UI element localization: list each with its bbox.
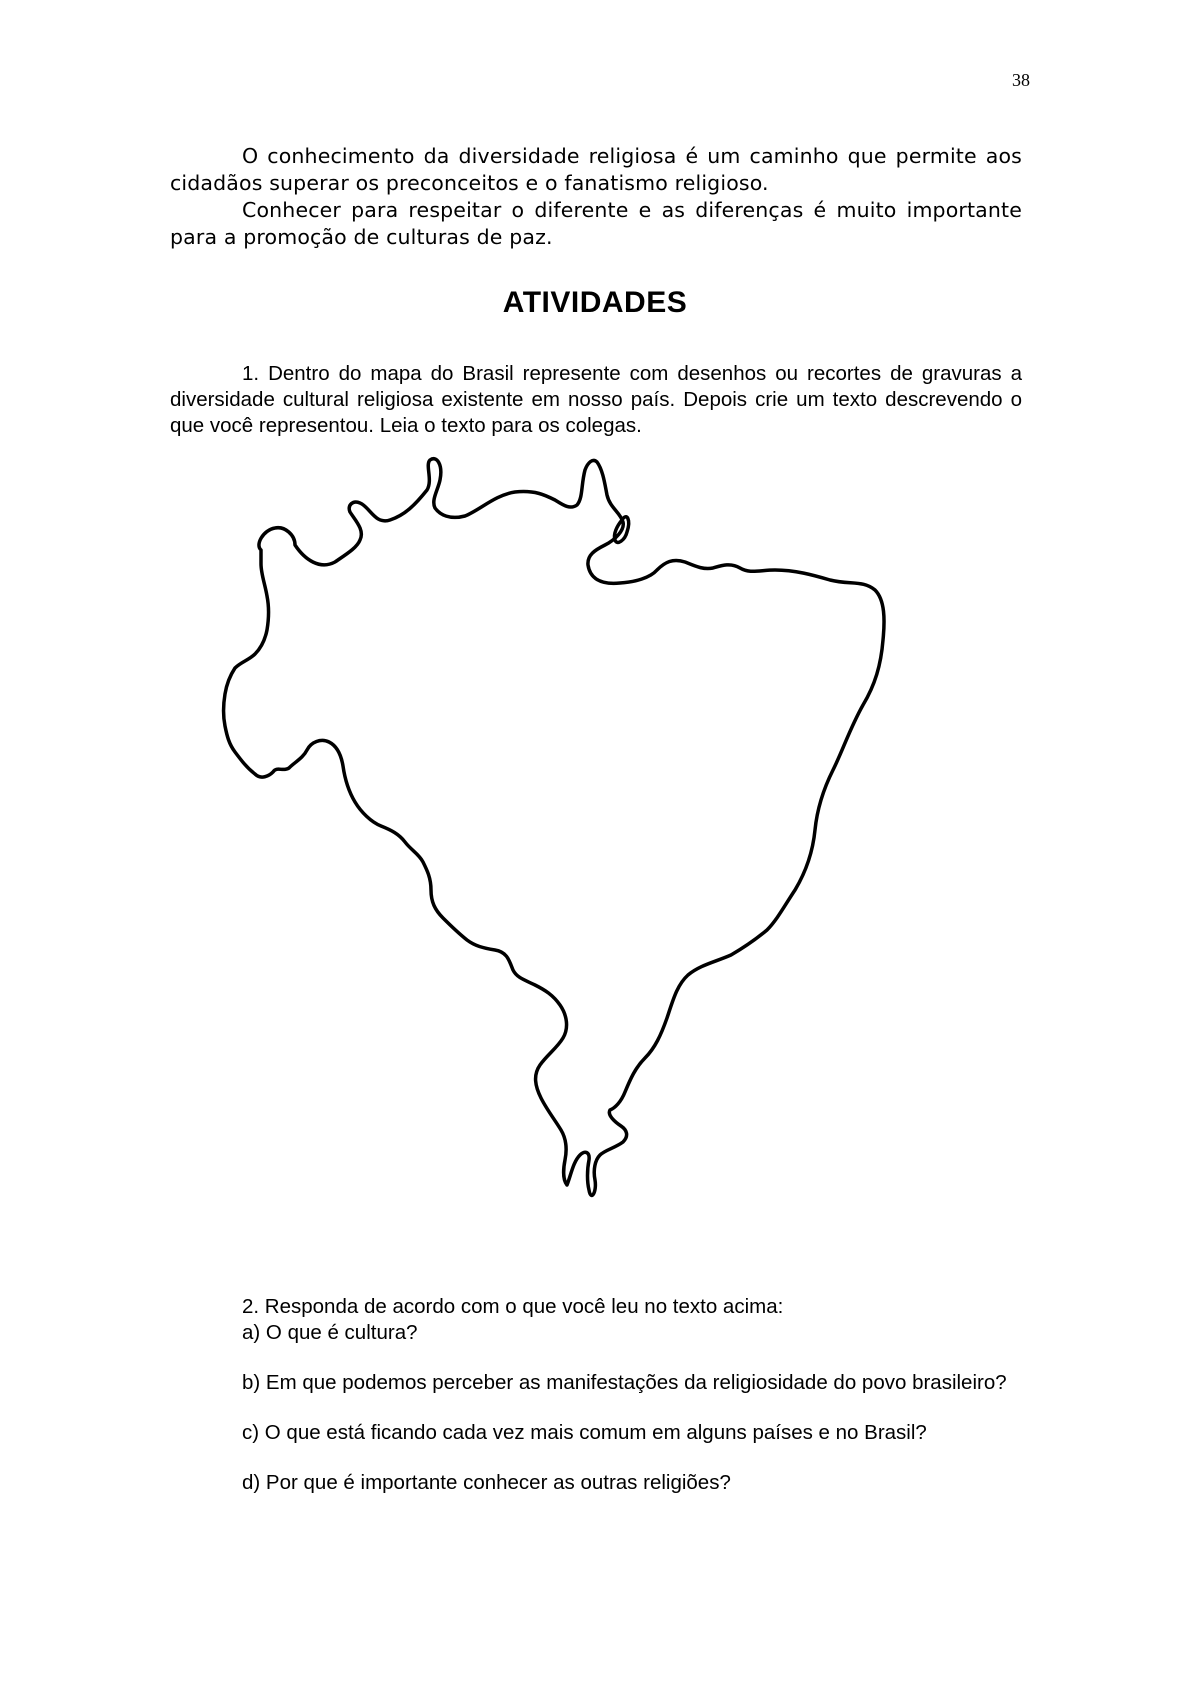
brazil-outline	[224, 459, 885, 1196]
question-item: c) O que está ficando cada vez mais comum em alguns países e no Brasil?	[242, 1421, 927, 1444]
intro-paragraph: O conhecimento da diversidade religiosa é um caminho que permite aos cidadãos superar os preconceitos e o fanatismo religioso.	[170, 144, 1022, 195]
intro-text	[170, 143, 1022, 251]
intro-paragraph: Conhecer para respeitar o diferente e as diferenças é muito importante para a promoção de culturas de paz.	[170, 198, 1022, 249]
activity-2-intro: 2. Responda de acordo com o que você leu no texto acima:	[242, 1295, 784, 1318]
activity-1-instructions: 1. Dentro do mapa do Brasil represente com desenhos ou recortes de gravuras a diversidade cultural religiosa existente em nosso país. Depois crie um texto descrevendo o que você representou. Leia o texto para os colegas.	[170, 362, 1022, 437]
section-title: ATIVIDADES	[502, 286, 688, 319]
page-number: 38	[1012, 70, 1030, 90]
question-item: b) Em que podemos perceber as manifestações da religiosidade do povo brasileiro?	[242, 1371, 1007, 1394]
brazil-map-icon	[195, 450, 975, 1270]
activity-2	[170, 1294, 1022, 1496]
question-item: d) Por que é importante conhecer as outras religiões?	[242, 1471, 731, 1494]
question-item: a) O que é cultura?	[242, 1321, 418, 1344]
